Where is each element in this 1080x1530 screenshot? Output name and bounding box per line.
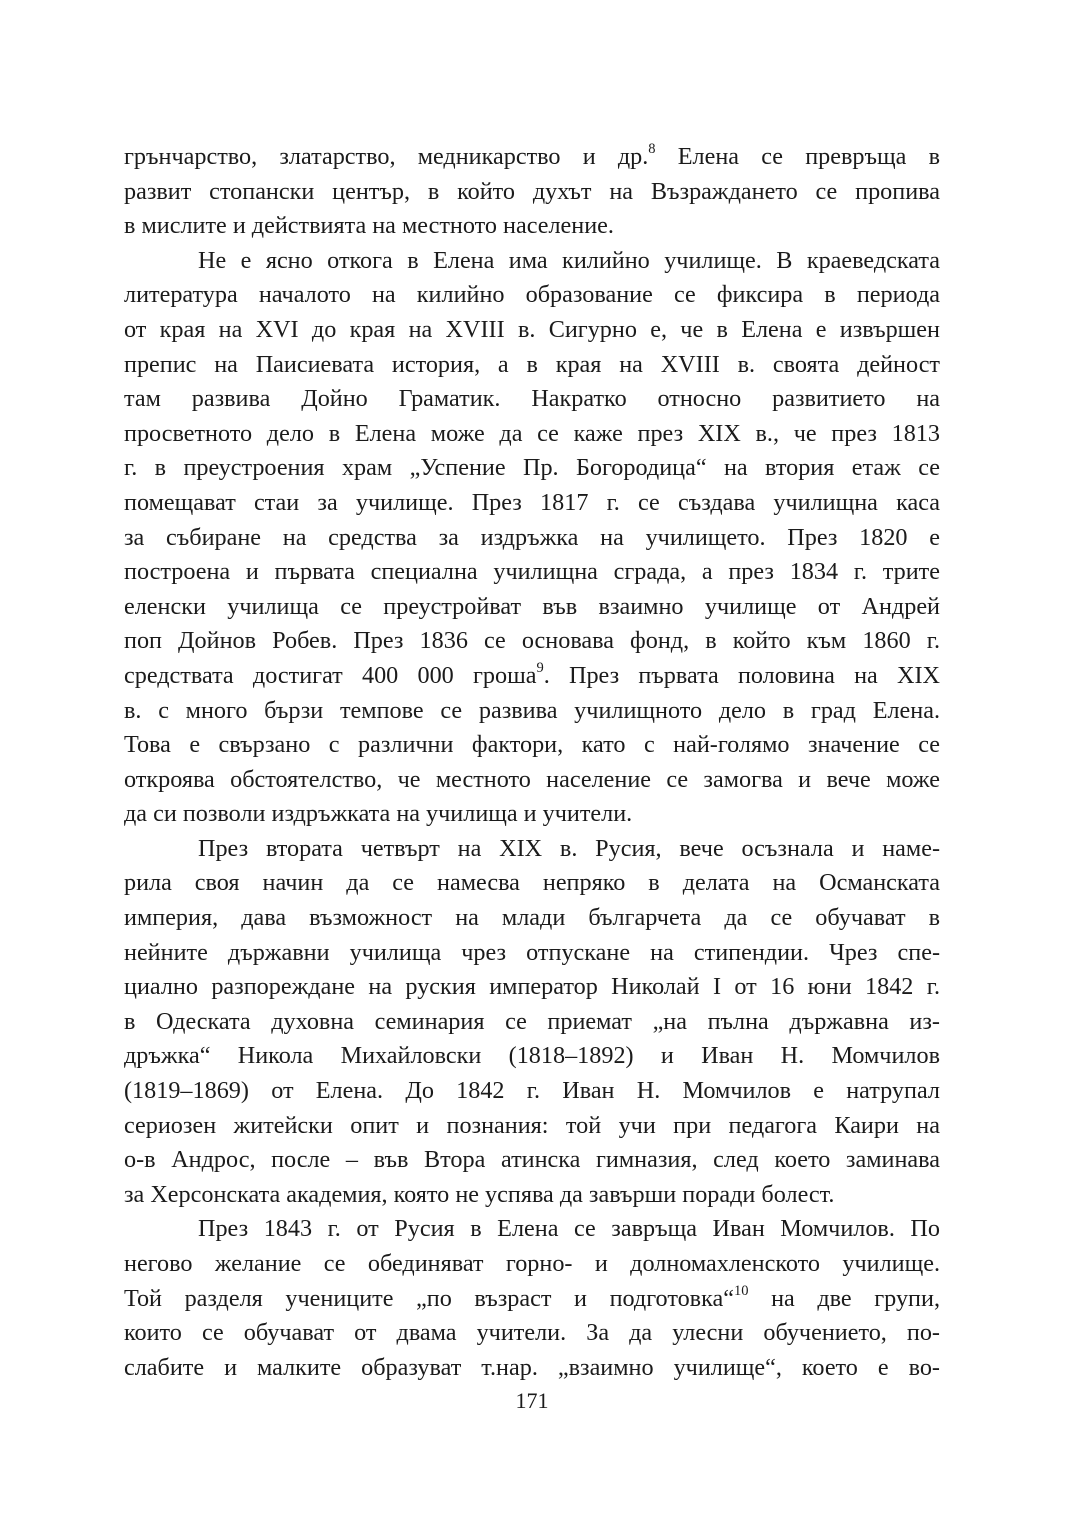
text-line: Не е ясно откога в Елена има килийно училище. В краеведската: [198, 246, 940, 274]
text-line: империя, дава възможност на млади българчета да се обучават в: [124, 904, 940, 932]
text-line: негово желание се обединяват горно- и долномахленското училище.: [124, 1250, 940, 1277]
footnote-marker-10[interactable]: 10: [733, 1282, 749, 1299]
footnote-marker-9[interactable]: 9: [536, 660, 544, 677]
text-line: за събиране на средства за издръжка на училището. През 1820 е: [124, 523, 940, 551]
text-line: нейните държавни училища чрез отпускане на стипендии. Чрез спе-: [124, 938, 940, 966]
text-line: През втората четвърт на XIX в. Русия, вече осъзнала и наме-: [198, 834, 940, 862]
text-line: дръжка“ Никола Михайловски (1818–1892) и Иван Н. Момчилов: [124, 1042, 940, 1070]
text-line: Той разделя учениците „по възраст и подготовка“$^{10}$ на две групи,: [124, 1282, 940, 1312]
text-line: слабите и малките образуват т.нар. „взаимно училище“, което е во-: [124, 1353, 940, 1381]
page-body: [124, 140, 940, 1385]
text-line: просветното дело в Елена може да се каже през XIX в., че през 1813: [124, 419, 940, 447]
paragraph-2: [124, 244, 940, 832]
paragraph-4: [124, 1212, 940, 1385]
text-line: Това е свързано с различни фактори, като с най-голямо значение се: [124, 731, 940, 759]
text-line: да си позволи издръжката на училища и учители.: [124, 800, 633, 828]
text-line: в. с много бързи темпове се развива училищното дело в град Елена.: [124, 696, 940, 724]
text-line: сериозен житейски опит и познания: той учи при педагога Каири на: [124, 1111, 940, 1139]
text-line: о-в Андрос, после – във Втора атинска гимназия, след което заминава: [124, 1146, 940, 1174]
text-line: в мислите и действията на местното население.: [124, 212, 614, 240]
text-line: г. в преустроения храм „Успение Пр. Богородица“ на втория етаж се: [124, 454, 940, 482]
paragraph-1: [124, 140, 940, 244]
text-line: еленски училища се преустройват във взаимно училище от Андрей: [124, 592, 940, 620]
footnote-marker-8[interactable]: 8: [648, 141, 656, 158]
text-line: циално разпореждане на руския император Николай I от 16 юни 1842 г.: [124, 973, 940, 1001]
text-line: поп Дойнов Робев. През 1836 се основава фонд, в който към 1860 г.: [124, 627, 940, 655]
text-line: (1819–1869) от Елена. До 1842 г. Иван Н. Момчилов е натрупал: [124, 1077, 940, 1105]
page-number: 171: [515, 1388, 549, 1413]
text-line: за Херсонската академия, която не успява да завърши поради болест.: [124, 1180, 835, 1208]
text-line: построена и първата специална училищна сграда, а през 1834 г. трите: [124, 558, 940, 586]
text-line: грънчарство, златарство, медникарство и др.$^8$ Елена се превръща в: [124, 141, 940, 170]
text-line: които се обучават от двама учители. За да улесни обучението, по-: [124, 1319, 940, 1347]
paragraph-3: [124, 832, 940, 1213]
text-line: средствата достигат 400 000 гроша$^9$. През първата половина на XIX: [124, 660, 940, 689]
text-line: в Одеската духовна семинария се приемат „на пълна държавна из-: [124, 1007, 940, 1035]
text-line: откроява обстоятелство, че местното население се замогва и вече може: [124, 765, 940, 793]
text-line: развит стопански център, в който духът на Възраждането се пропива: [124, 177, 940, 205]
text-line: литература началото на килийно образование се фиксира в периода: [124, 281, 940, 309]
text-line: През 1843 г. от Русия в Елена се завръща Иван Момчилов. По: [198, 1215, 940, 1243]
text-line: от края на XVI до края на XVIII в. Сигурно е, че в Елена е извършен: [124, 315, 940, 343]
text-line: рила своя начин да се намесва непряко в делата на Османската: [124, 869, 940, 897]
text-line: помещават стаи за училище. През 1817 г. се създава училищна каса: [124, 488, 940, 516]
text-line: там развива Дойно Граматик. Накратко относно развитието на: [124, 385, 940, 413]
text-line: препис на Паисиевата история, а в края на XVIII в. своята дейност: [124, 350, 940, 378]
